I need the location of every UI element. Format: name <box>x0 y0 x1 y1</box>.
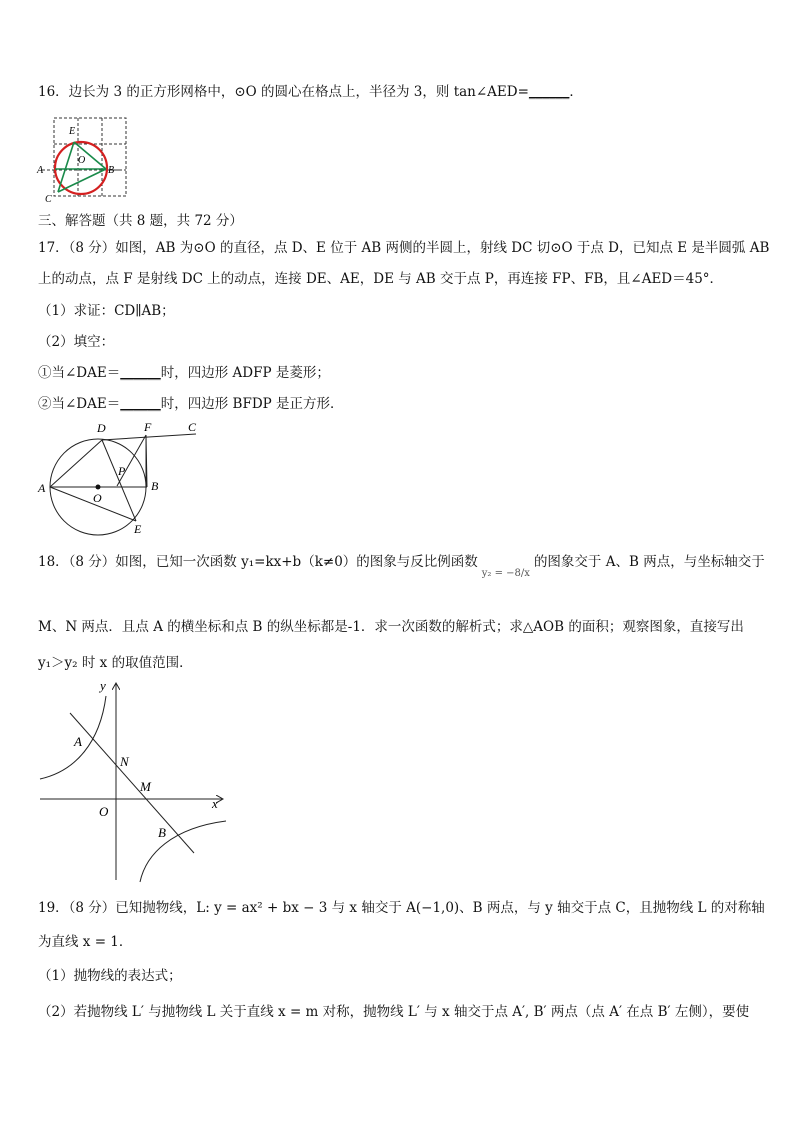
q16-label-b: B <box>108 165 115 176</box>
q17-label-b: B <box>151 479 159 493</box>
q16-text <box>38 82 583 102</box>
q17-fill1 <box>38 363 330 383</box>
q18-line3: y₁＞y₂ 时 x 的取值范围． <box>38 655 193 671</box>
q18-label-a: A <box>74 734 82 749</box>
q16-question: 16．边长为 3 的正方形网格中，⊙O 的圆心在格点上，半径为 3，则 tan∠AED= <box>38 84 529 100</box>
q18-line2: M、N 两点．且点 A 的横坐标和点 B 的纵坐标都是-1．求一次函数的解析式；求△AOB 的面积；观察图象，直接写出 <box>38 619 744 635</box>
q17-label-e: E <box>134 522 142 536</box>
q18-label-x: x <box>212 796 218 811</box>
q17-label-c: C <box>188 420 197 434</box>
q17-fill1-suffix: 时，四边形 ADFP 是菱形； <box>160 365 330 381</box>
q18-label-n: N <box>120 754 129 769</box>
q19-line1: 19．（8 分）已知抛物线，L: y = ax² + bx − 3 与 x 轴交于 A(−1,0)、B 两点，与 y 轴交于点 C，且抛物线 L 的对称轴 <box>38 900 765 916</box>
section-heading: 三、解答题（共 8 题，共 72 分） <box>38 213 243 229</box>
q16-answer-blank[interactable]: ______ <box>528 84 570 100</box>
q19-part1: （1）抛物线的表达式； <box>38 968 182 984</box>
q18-figure <box>36 676 236 886</box>
q16-label-c: C <box>45 194 52 205</box>
q17-label-o: O <box>93 491 102 505</box>
q18-formula: y₂ = −8/x <box>481 568 530 579</box>
q17-label-f: F <box>144 420 152 434</box>
q16-label-e: E <box>69 126 76 137</box>
q17-fill2-prefix: ②当∠DAE＝ <box>38 396 121 412</box>
q17-figure <box>36 418 216 538</box>
q17-line1: 17．（8 分）如图，AB 为⊙O 的直径，点 D、E 位于 AB 两侧的半圆上，射线 DC 切⊙O 于点 D，已知点 E 是半圆弧 AB <box>38 240 770 256</box>
q18-label-m: M <box>140 779 151 794</box>
q17-fill1-blank[interactable]: ______ <box>120 365 161 381</box>
q16-figure <box>36 116 136 206</box>
q18-line1-prefix: 18．（8 分）如图，已知一次函数 y₁=kx+b（k≠0）的图象与反比例函数 <box>38 554 478 570</box>
q19-line2: 为直线 x = 1． <box>38 934 133 950</box>
q17-part1: （1）求证：CD∥AB； <box>38 303 175 319</box>
q17-fill2-blank[interactable]: ______ <box>120 396 161 412</box>
q18-label-b: B <box>158 825 166 840</box>
q17-label-d: D <box>97 421 106 435</box>
q19-part2: （2）若抛物线 L′ 与抛物线 L 关于直线 x = m 对称，抛物线 L′ 与 x 轴交于点 A′, B′ 两点（点 A′ 在点 B′ 左侧），要使 <box>38 1004 750 1020</box>
q18-line1-suffix: 的图象交于 A、B 两点，与坐标轴交于 <box>533 554 765 570</box>
q16-circle <box>55 142 107 194</box>
q17-line2: 上的动点，点 F 是射线 DC 上的动点，连接 DE、AE，DE 与 AB 交于点 P，再连接 FP、FB，且∠AED＝45°． <box>38 271 724 287</box>
q16-end: ． <box>569 84 583 100</box>
q16-label-o: O <box>78 155 86 166</box>
q17-label-p: P <box>118 464 126 478</box>
q18-line1 <box>38 552 765 584</box>
q17-part2: （2）填空： <box>38 334 115 350</box>
q17-fill2-suffix: 时，四边形 BFDP 是正方形． <box>160 396 344 412</box>
q18-label-y: y <box>100 678 106 693</box>
q16-label-a: A <box>37 165 44 176</box>
q17-label-a: A <box>38 481 46 495</box>
q17-fill2 <box>38 394 344 414</box>
q18-label-o: O <box>99 804 109 819</box>
q17-fill1-prefix: ①当∠DAE＝ <box>38 365 121 381</box>
